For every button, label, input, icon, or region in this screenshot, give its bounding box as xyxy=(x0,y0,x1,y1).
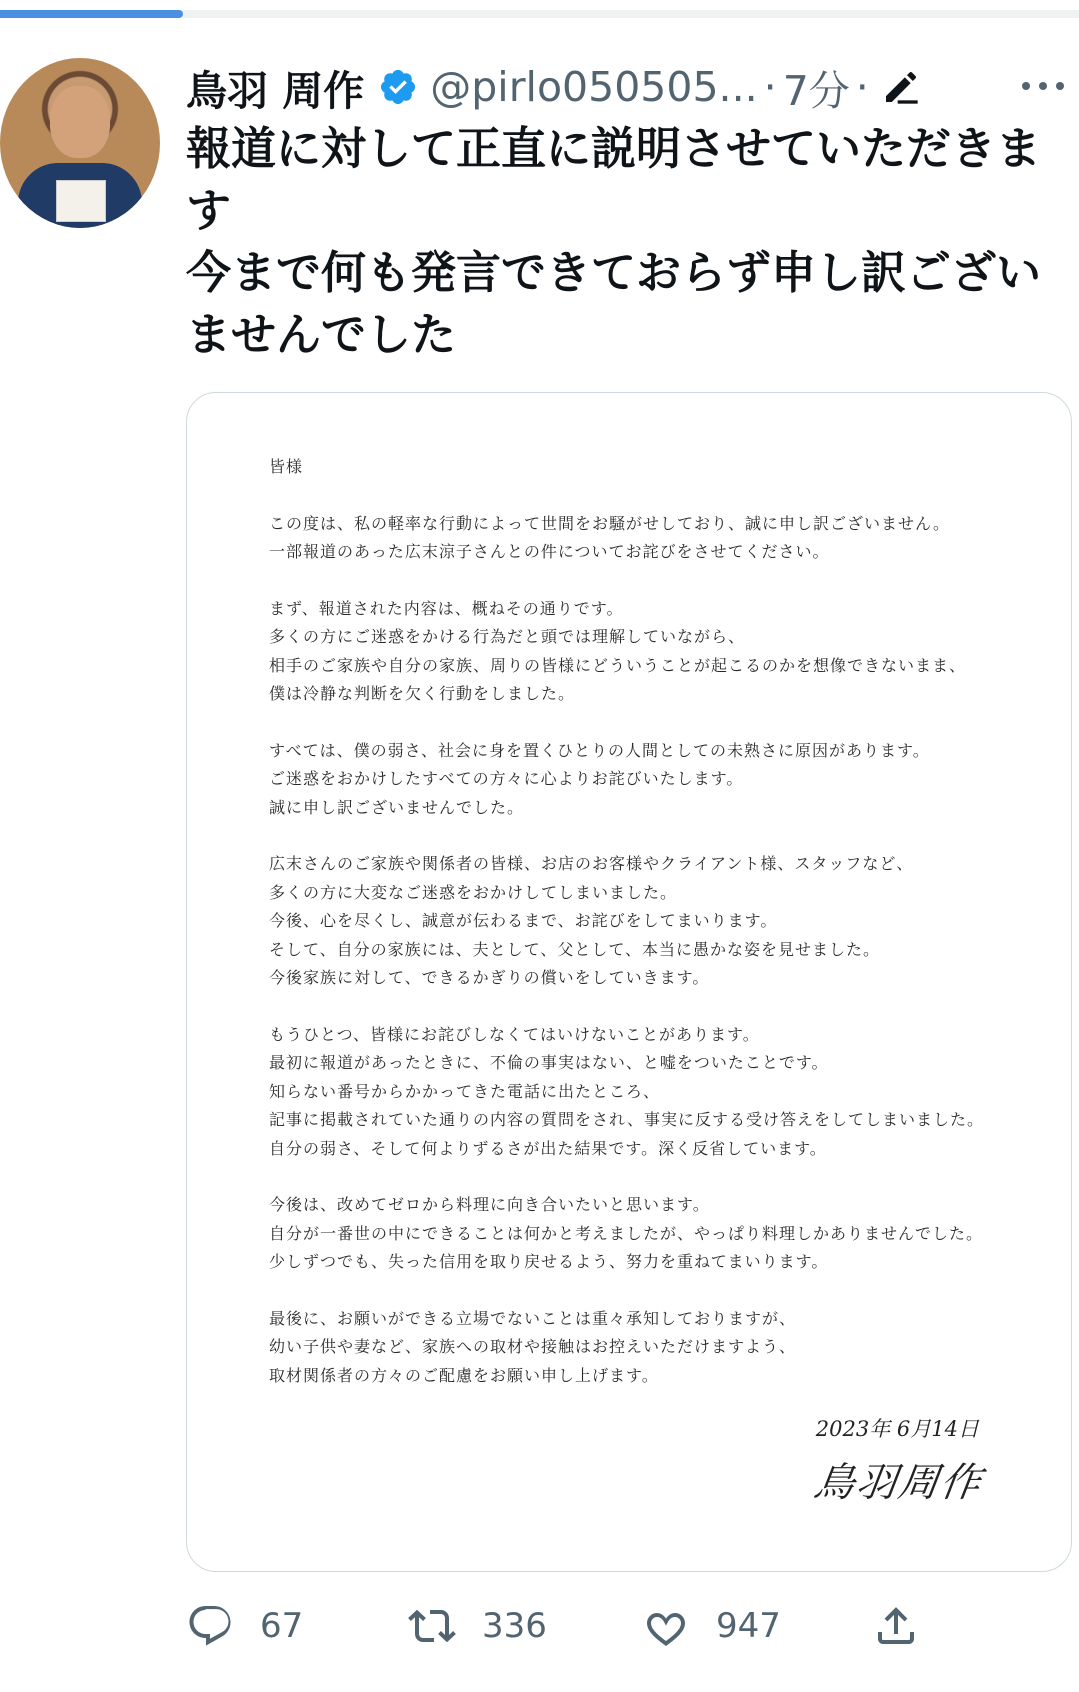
letter-paragraphs xyxy=(269,510,1029,1391)
more-options-icon[interactable] xyxy=(1020,78,1066,94)
retweet-button[interactable] xyxy=(408,1596,547,1656)
avatar-face xyxy=(50,86,110,158)
letter-line: 取材関係者の方々のご配慮をお願い申し上げます。 xyxy=(269,1365,659,1385)
verified-badge-icon xyxy=(378,67,418,107)
letter-line: 今後家族に対して、できるかぎりの償いをしていきます。 xyxy=(269,968,710,987)
attached-letter-image[interactable] xyxy=(186,392,1072,1572)
progress-track xyxy=(0,10,1079,18)
letter-line: そして、自分の家族には、夫として、父として、本当に愚かな姿を見せました。 xyxy=(269,939,881,959)
separator-dot: · xyxy=(855,63,869,111)
tweet-text xyxy=(186,118,1066,366)
reply-icon xyxy=(186,1602,234,1650)
letter-line: 幼い子供や妻など、家族への取材や接触はお控えいただけますよう、 xyxy=(269,1337,797,1356)
letter-line: まず、報道された内容は、概ねその通りです。 xyxy=(269,598,624,618)
author-handle[interactable]: @pirlo050505... xyxy=(430,63,758,111)
letter-paragraph xyxy=(269,850,1029,993)
tweet-header xyxy=(186,56,921,118)
letter-paragraph xyxy=(269,1191,1029,1277)
letter-paragraph xyxy=(269,737,1029,823)
like-count: 947 xyxy=(716,1606,781,1646)
letter-line: 記事に掲載されていた通りの内容の質問をされ、事実に反する受け答えをしてしまいました。 xyxy=(269,1110,984,1129)
retweet-icon xyxy=(408,1602,456,1650)
letter-line: 自分が一番世の中にできることは何かと考えましたが、やっぱり料理しかありませんでした。 xyxy=(269,1223,984,1243)
letter-line: 一部報道のあった広末涼子さんとの件についてお詫びをさせてください。 xyxy=(269,542,830,561)
separator-dot: · xyxy=(763,63,777,111)
tweet-actions xyxy=(186,1596,1066,1656)
like-button[interactable] xyxy=(642,1596,781,1656)
letter-body xyxy=(269,453,1029,1418)
heart-icon xyxy=(642,1602,690,1650)
letter-line: すべては、僕の弱さ、社会に身を置くひとりの人間としての未熟さに原因があります。 xyxy=(269,740,930,760)
letter-line: 多くの方にご迷惑をかける行為だと頭では理解していながら、 xyxy=(269,627,746,646)
author-name[interactable]: 鳥羽 周作 xyxy=(186,66,365,115)
letter-signature: 鳥羽周作 xyxy=(811,1460,986,1506)
letter-line: 知らない番号からかかってきた電話に出たところ、 xyxy=(269,1081,661,1101)
letter-salutation: 皆様 xyxy=(269,457,304,476)
letter-line: 最初に報道があったときに、不倫の事実はない、と嘘をついたことです。 xyxy=(269,1053,829,1072)
letter-line: 僕は冷静な判断を欠く行動をしました。 xyxy=(269,684,576,703)
share-icon xyxy=(872,1602,920,1650)
letter-line: 相手のご家族や自分の家族、周りの皆様にどういうことが起こるのかを想像できないまま、 xyxy=(269,655,967,675)
letter-line: この度は、私の軽率な行動によって世間をお騒がせしており、誠に申し訳ございません。 xyxy=(269,513,950,533)
reply-button[interactable] xyxy=(186,1596,303,1656)
progress-fill xyxy=(0,10,183,18)
tweet-text-line: 報道に対して正直に説明させていただきます xyxy=(186,122,1042,237)
letter-paragraph xyxy=(269,1021,1029,1164)
letter-line: もうひとつ、皆様にお詫びしなくてはいけないことがあります。 xyxy=(269,1024,760,1044)
letter-paragraph xyxy=(269,1305,1029,1391)
letter-line: 少しずつでも、失った信用を取り戻せるよう、努力を重ねてまいります。 xyxy=(269,1252,829,1271)
letter-paragraph xyxy=(269,595,1029,709)
tweet-time[interactable]: 7分 xyxy=(782,66,850,115)
letter-line: 自分の弱さ、そして何よりずるさが出た結果です。深く反省しています。 xyxy=(269,1138,827,1158)
letter-paragraph xyxy=(269,510,1029,567)
letter-line: ご迷惑をおかけしたすべての方々に心よりお詫びいたします。 xyxy=(269,769,744,788)
letter-line: 最後に、お願いができる立場でないことは重々承知しておりますが、 xyxy=(269,1308,797,1328)
letter-line: 広末さんのご家族や関係者の皆様、お店のお客様やクライアント様、スタッフなど、 xyxy=(269,854,914,873)
tweet-text-line: 今まで何も発言できておらず申し訳ございませんでした xyxy=(186,246,1042,361)
letter-line: 多くの方に大変なご迷惑をおかけしてしまいました。 xyxy=(269,882,678,902)
letter-line: 今後は、改めてゼロから料理に向き合いたいと思います。 xyxy=(269,1195,710,1214)
retweet-count: 336 xyxy=(482,1606,547,1646)
letter-date: 2023年 6月14日 xyxy=(815,1417,979,1441)
avatar-book xyxy=(56,180,106,222)
reply-count: 67 xyxy=(260,1606,304,1646)
share-button[interactable] xyxy=(872,1596,920,1656)
avatar[interactable] xyxy=(0,58,160,228)
letter-line: 今後、心を尽くし、誠意が伝わるまで、お詫びをしてまいります。 xyxy=(269,911,778,930)
edited-pencil-icon[interactable] xyxy=(881,67,921,107)
letter-line: 誠に申し訳ございませんでした。 xyxy=(269,797,525,817)
